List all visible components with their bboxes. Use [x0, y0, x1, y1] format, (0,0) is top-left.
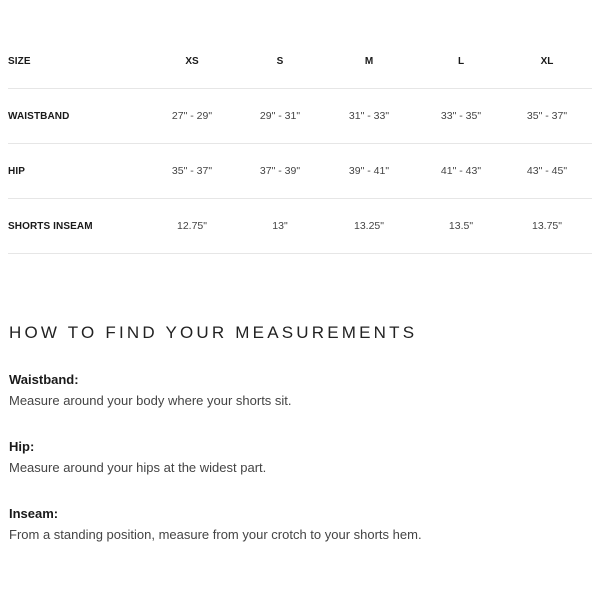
size-column-l: L	[420, 34, 502, 89]
guide-term-inseam: Inseam:	[9, 506, 59, 521]
guide-item-waistband	[9, 372, 292, 409]
inseam-xl-value: 13.75"	[502, 199, 592, 254]
row-label-waistband: WAISTBAND	[8, 89, 142, 144]
waistband-xs-value: 27" - 29"	[142, 89, 242, 144]
row-label-hip: HIP	[8, 144, 142, 199]
guide-description-waistband: Measure around your body where your shorts sit.	[9, 393, 292, 408]
guide-term-hip: Hip:	[9, 439, 35, 454]
size-header-label: SIZE	[8, 34, 142, 89]
guide-description-inseam: From a standing position, measure from your crotch to your shorts hem.	[9, 527, 422, 542]
inseam-m-value: 13.25"	[318, 199, 420, 254]
guide-term-waistband: Waistband:	[9, 372, 79, 387]
inseam-l-value: 13.5"	[420, 199, 502, 254]
size-column-xs: XS	[142, 34, 242, 89]
waistband-xl-value: 35" - 37"	[502, 89, 592, 144]
hip-xs-value: 35" - 37"	[142, 144, 242, 199]
size-column-m: M	[318, 34, 420, 89]
guide-item-hip	[9, 439, 266, 476]
guide-description-hip: Measure around your hips at the widest part.	[9, 460, 267, 475]
guide-item-inseam	[9, 506, 422, 543]
row-label-shorts-inseam: SHORTS INSEAM	[8, 199, 142, 254]
hip-l-value: 41" - 43"	[420, 144, 502, 199]
inseam-s-value: 13"	[242, 199, 318, 254]
hip-m-value: 39" - 41"	[318, 144, 420, 199]
waistband-l-value: 33" - 35"	[420, 89, 502, 144]
waistband-m-value: 31" - 33"	[318, 89, 420, 144]
size-column-s: S	[242, 34, 318, 89]
size-header-row	[8, 34, 592, 89]
hip-s-value: 37" - 39"	[242, 144, 318, 199]
waistband-s-value: 29" - 31"	[242, 89, 318, 144]
shorts-inseam-row	[8, 199, 592, 254]
hip-row	[8, 144, 592, 199]
size-column-xl: XL	[502, 34, 592, 89]
waistband-row	[8, 89, 592, 144]
measurement-guide-title: HOW TO FIND YOUR MEASUREMENTS	[9, 323, 418, 342]
size-chart-table	[8, 34, 592, 254]
hip-xl-value: 43" - 45"	[502, 144, 592, 199]
inseam-xs-value: 12.75"	[142, 199, 242, 254]
